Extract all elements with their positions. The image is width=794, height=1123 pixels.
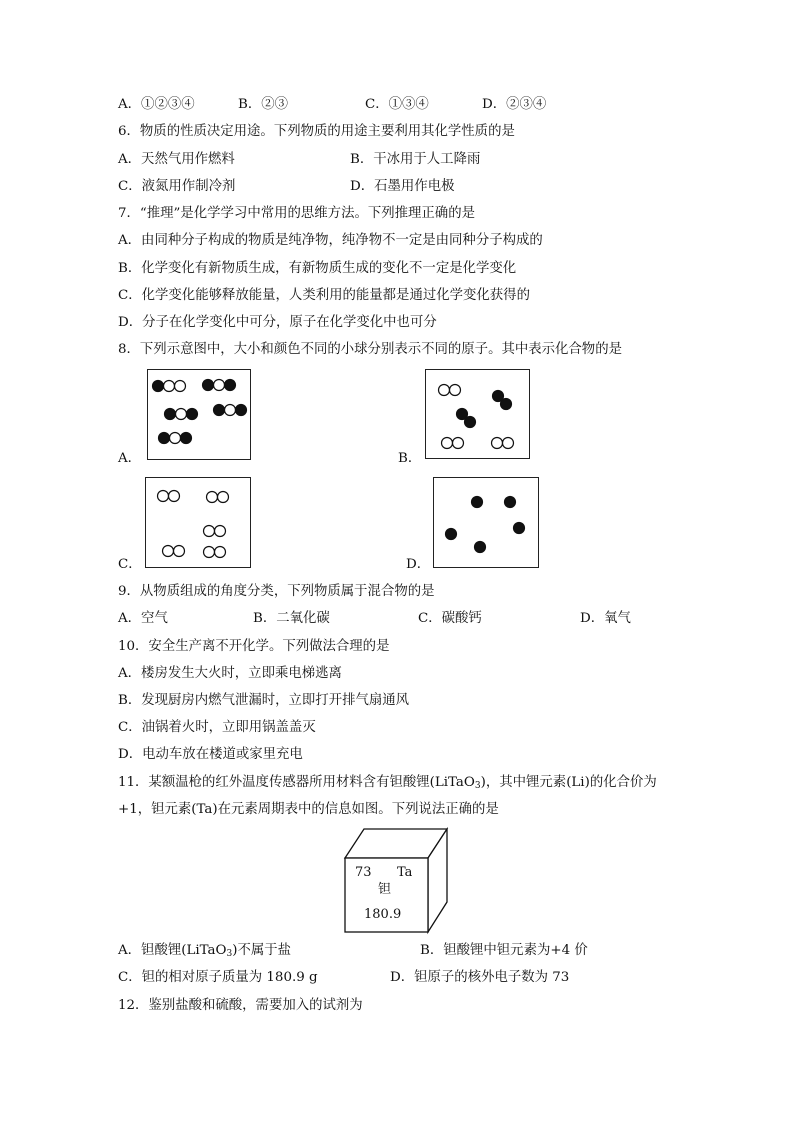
q10-option-d: D．电动车放在楼道或家里充电 bbox=[118, 747, 303, 762]
q5-option-b: B．②③ bbox=[238, 97, 289, 112]
q5-option-d: D．②③④ bbox=[482, 97, 547, 112]
q5-option-c: C．①③④ bbox=[365, 97, 429, 112]
diagram-a-molecules bbox=[153, 380, 247, 444]
q9-stem: 9．从物质组成的角度分类，下列物质属于混合物的是 bbox=[118, 584, 435, 599]
q6-stem: 6．物质的性质决定用途。下列物质的用途主要利用其化学性质的是 bbox=[118, 124, 515, 139]
q6-option-d: D．石墨用作电极 bbox=[350, 179, 455, 194]
q8-label-b: B． bbox=[398, 451, 422, 466]
element-atomic-number: 73 bbox=[355, 865, 372, 880]
q11-option-d: D．钽原子的核外电子数为 73 bbox=[390, 970, 570, 985]
q10-option-c: C．油锅着火时，立即用锅盖盖灭 bbox=[118, 720, 316, 735]
element-atomic-mass: 180.9 bbox=[364, 907, 402, 922]
q12-stem: 12．鉴别盐酸和硫酸，需要加入的试剂为 bbox=[118, 998, 363, 1013]
q5-option-a: A．①②③④ bbox=[118, 97, 195, 112]
q10-option-b: B．发现厨房内燃气泄漏时，立即打开排气扇通风 bbox=[118, 693, 410, 708]
diagram-c-molecules bbox=[158, 491, 229, 558]
q9-option-a: A．空气 bbox=[118, 611, 168, 626]
q11-stem-line1: 11．某额温枪的红外温度传感器所用材料含有钽酸锂(LiTaO$_3$)，其中锂元素(Li)的化合价为 bbox=[118, 775, 657, 791]
q9-option-c: C．碳酸钙 bbox=[418, 611, 482, 626]
q11-stem-line2: +1，钽元素(Ta)在元素周期表中的信息如图。下列说法正确的是 bbox=[118, 802, 499, 817]
diagram-b-molecules bbox=[439, 385, 514, 449]
q7-option-d: D．分子在化学变化中可分，原子在化学变化中也可分 bbox=[118, 315, 437, 330]
q7-option-c: C．化学变化能够释放能量，人类利用的能量都是通过化学变化获得的 bbox=[118, 288, 530, 303]
q11-option-a: A．钽酸锂(LiTaO$_3$)不属于盐 bbox=[118, 943, 292, 959]
q7-option-a: A．由同种分子构成的物质是纯净物，纯净物不一定是由同种分子构成的 bbox=[118, 233, 543, 248]
q6-option-c: C．液氮用作制冷剂 bbox=[118, 179, 236, 194]
q11-option-b: B．钽酸锂中钽元素为+4 价 bbox=[420, 943, 588, 958]
diagram-d-atoms bbox=[446, 497, 525, 553]
q6-option-b: B．干冰用于人工降雨 bbox=[350, 152, 481, 167]
q11-option-c: C．钽的相对原子质量为 180.9 g bbox=[118, 970, 318, 985]
q10-stem: 10．安全生产离不开化学。下列做法合理的是 bbox=[118, 639, 390, 654]
q8-stem: 8．下列示意图中，大小和颜色不同的小球分别表示不同的原子。其中表示化合物的是 bbox=[118, 342, 622, 357]
q6-option-a: A．天然气用作燃料 bbox=[118, 152, 235, 167]
q7-stem: 7．“推理”是化学学习中常用的思维方法。下列推理正确的是 bbox=[118, 206, 475, 221]
q8-label-c: C． bbox=[118, 557, 142, 572]
q7-option-b: B．化学变化有新物质生成，有新物质生成的变化不一定是化学变化 bbox=[118, 261, 517, 276]
element-name: 钽 bbox=[378, 882, 392, 897]
q8-label-a: A． bbox=[118, 451, 142, 466]
q9-option-d: D．氧气 bbox=[580, 611, 631, 626]
element-symbol: Ta bbox=[397, 865, 413, 880]
q8-label-d: D． bbox=[406, 557, 431, 572]
q9-option-b: B．二氧化碳 bbox=[253, 611, 330, 626]
q10-option-a: A．楼房发生大火时，立即乘电梯逃离 bbox=[118, 666, 342, 681]
